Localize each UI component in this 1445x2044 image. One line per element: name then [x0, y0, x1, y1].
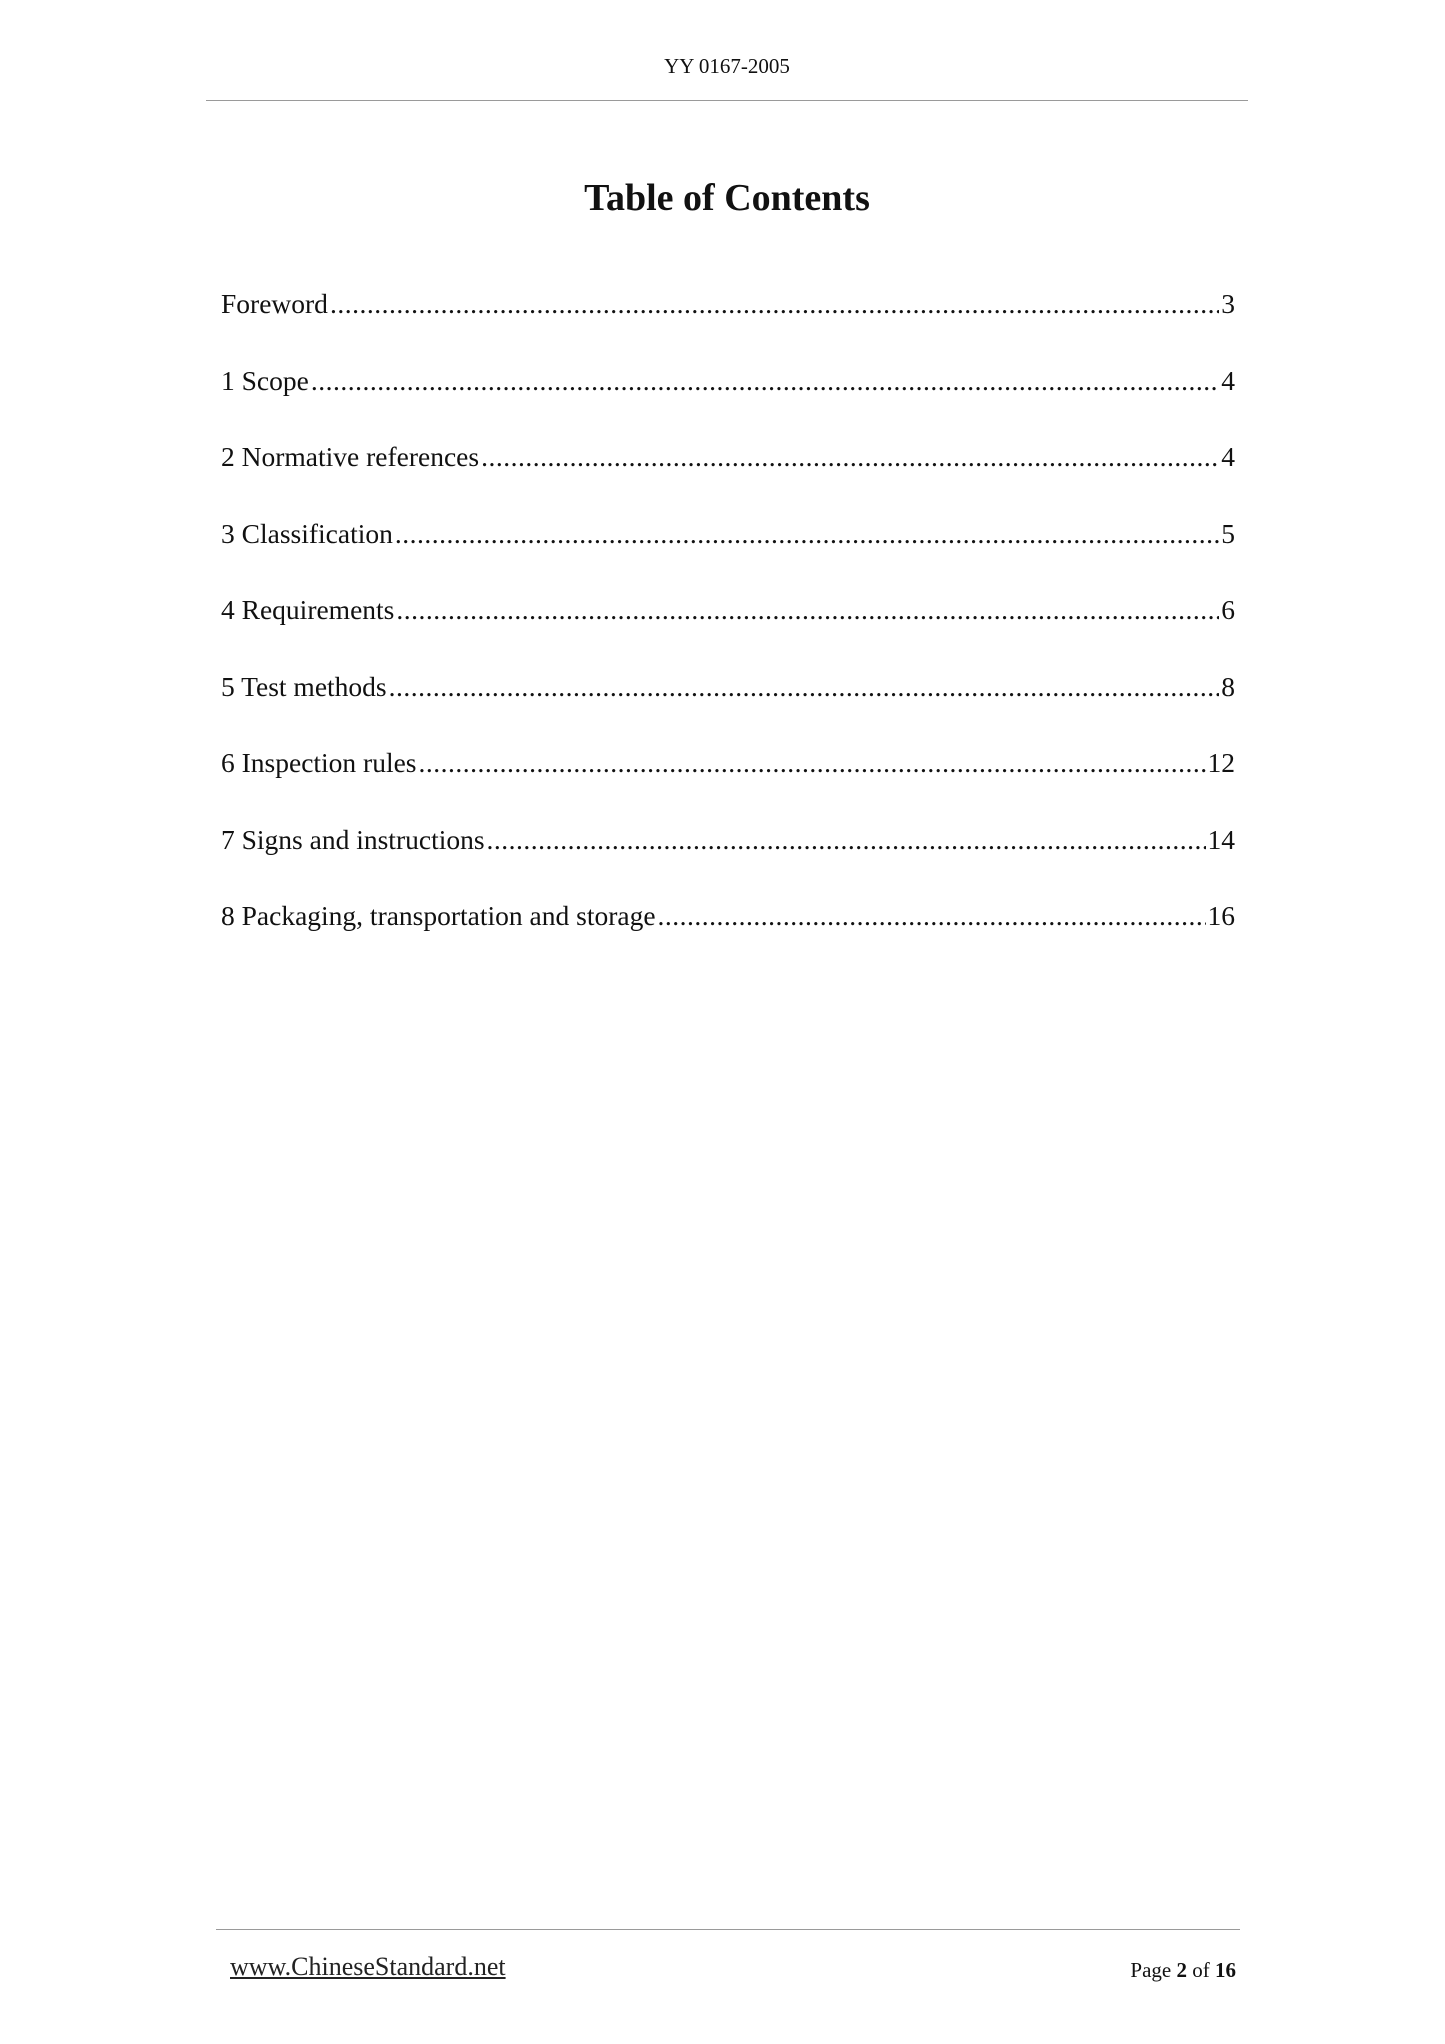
total-pages-number: 16 [1215, 1958, 1236, 1982]
toc-dot-leader [419, 743, 1206, 783]
toc-entry-page: 4 [1221, 441, 1235, 472]
toc-entry-page: 16 [1207, 900, 1235, 931]
toc-entry-scope[interactable] [221, 361, 1235, 438]
toc-dot-leader [658, 896, 1206, 936]
toc-entry-page: 14 [1207, 823, 1235, 855]
toc-entry-test-methods[interactable] [221, 667, 1235, 744]
website-link[interactable]: www.ChineseStandard.net [230, 1952, 506, 1981]
toc-entry-requirements[interactable] [221, 590, 1235, 667]
toc-entry-label: 6 Inspection rules [221, 747, 417, 778]
of-word: of [1192, 1958, 1210, 1982]
header-divider [206, 100, 1248, 101]
toc-entry-page: 5 [1221, 517, 1235, 549]
current-page-number: 2 [1176, 1958, 1187, 1982]
toc-entry-label: 7 Signs and instructions [221, 823, 485, 855]
toc-entry-label: 2 Normative references [221, 441, 480, 472]
toc-dot-leader [311, 361, 1219, 401]
toc-entry-label: 5 Test methods [221, 670, 387, 702]
page-number [1130, 1955, 1236, 1985]
toc-entry-page: 8 [1221, 670, 1235, 702]
page-word: Page [1130, 1958, 1172, 1982]
toc-dot-leader [487, 820, 1206, 860]
toc-entry-page: 12 [1207, 747, 1235, 778]
toc-entry-signs-and-instructions[interactable] [221, 820, 1235, 897]
toc-entry-page: 3 [1221, 288, 1235, 319]
toc-dot-leader [396, 590, 1219, 630]
toc-list [221, 284, 1235, 973]
toc-dot-leader [330, 284, 1219, 324]
toc-entry-label: 1 Scope [221, 364, 309, 396]
toc-entry-normative-references[interactable] [221, 437, 1235, 514]
toc-entry-page: 4 [1221, 364, 1235, 396]
toc-entry-foreword[interactable] [221, 284, 1235, 361]
toc-entry-label: 8 Packaging, transportation and storage [221, 900, 656, 931]
toc-entry-page: 6 [1221, 594, 1235, 625]
toc-dot-leader [481, 437, 1219, 477]
toc-dot-leader [395, 514, 1219, 554]
toc-entry-packaging-transportation-storage[interactable] [221, 896, 1235, 973]
toc-entry-inspection-rules[interactable] [221, 743, 1235, 820]
toc-dot-leader [389, 667, 1220, 707]
footer-divider [216, 1929, 1240, 1930]
running-header: YY 0167-2005 [664, 54, 790, 78]
toc-entry-label: 4 Requirements [221, 594, 395, 625]
toc-title: Table of Contents [584, 177, 870, 219]
toc-entry-label: Foreword [221, 288, 328, 319]
toc-entry-classification[interactable] [221, 514, 1235, 591]
toc-entry-label: 3 Classification [221, 517, 393, 549]
